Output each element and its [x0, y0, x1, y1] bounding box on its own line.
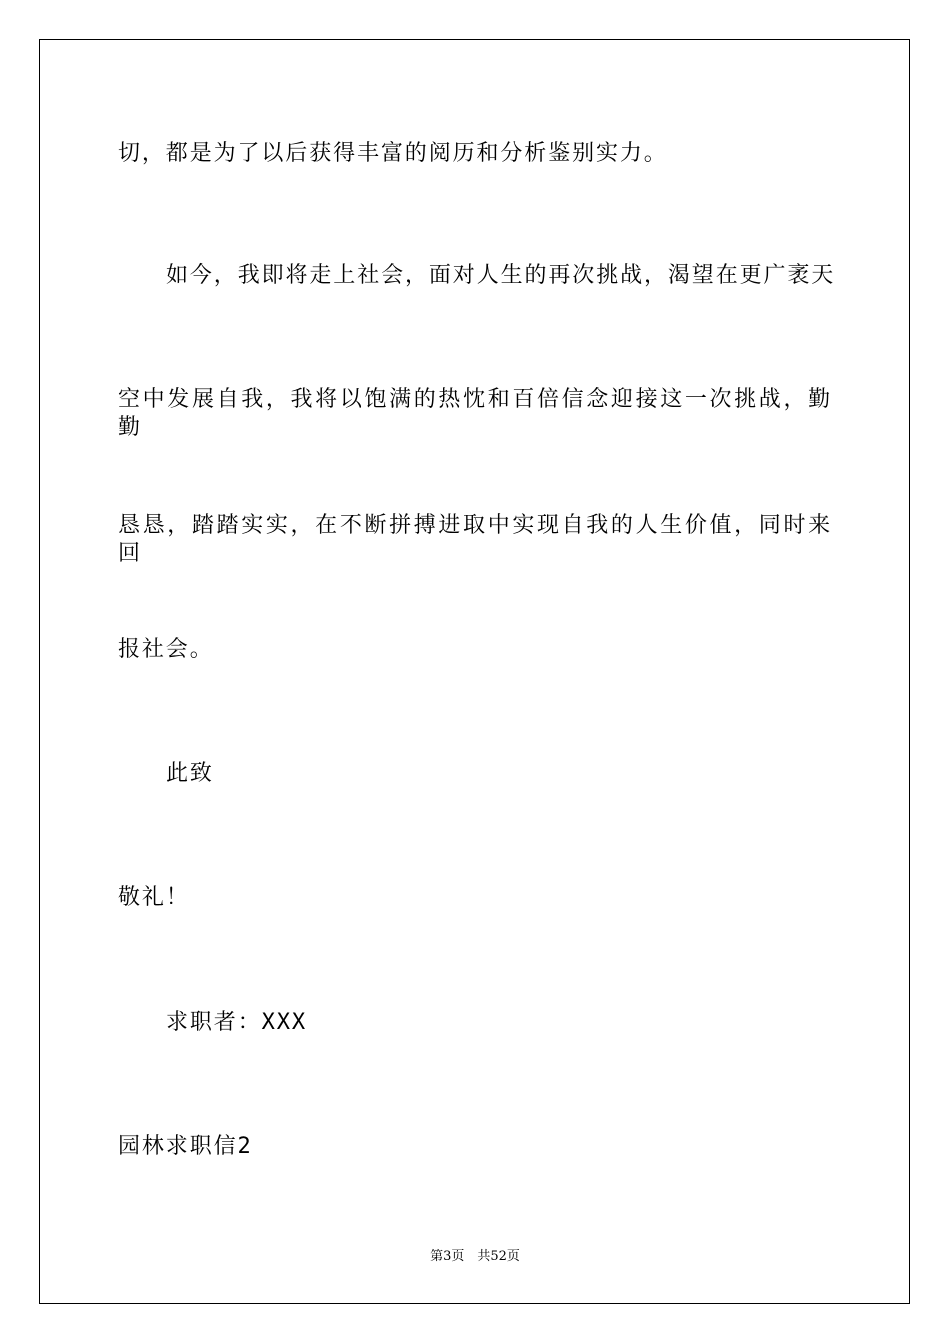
- paragraph-line: 空中发展自我，我将以饱满的热忱和百倍信念迎接这一次挑战，勤勤: [118, 387, 832, 440]
- closing-salutation: 此致: [166, 761, 214, 786]
- page-border: [39, 39, 910, 1304]
- body-line: 切，都是为了以后获得丰富的阅历和分析鉴别实力。: [118, 141, 668, 166]
- signature-line: 求职者：XXX: [166, 1010, 308, 1035]
- paragraph-line: 如今，我即将走上社会，面对人生的再次挑战，渴望在更广袤天: [166, 263, 836, 288]
- paragraph-line: 报社会。: [118, 637, 214, 662]
- closing-respect: 敬礼！: [118, 885, 190, 910]
- section-heading: 园林求职信2: [118, 1134, 253, 1159]
- paragraph-line: 恳恳，踏踏实实，在不断拼搏进取中实现自我的人生价值，同时来回: [118, 513, 832, 566]
- page-number-footer: 第3页 共52页: [430, 1249, 520, 1264]
